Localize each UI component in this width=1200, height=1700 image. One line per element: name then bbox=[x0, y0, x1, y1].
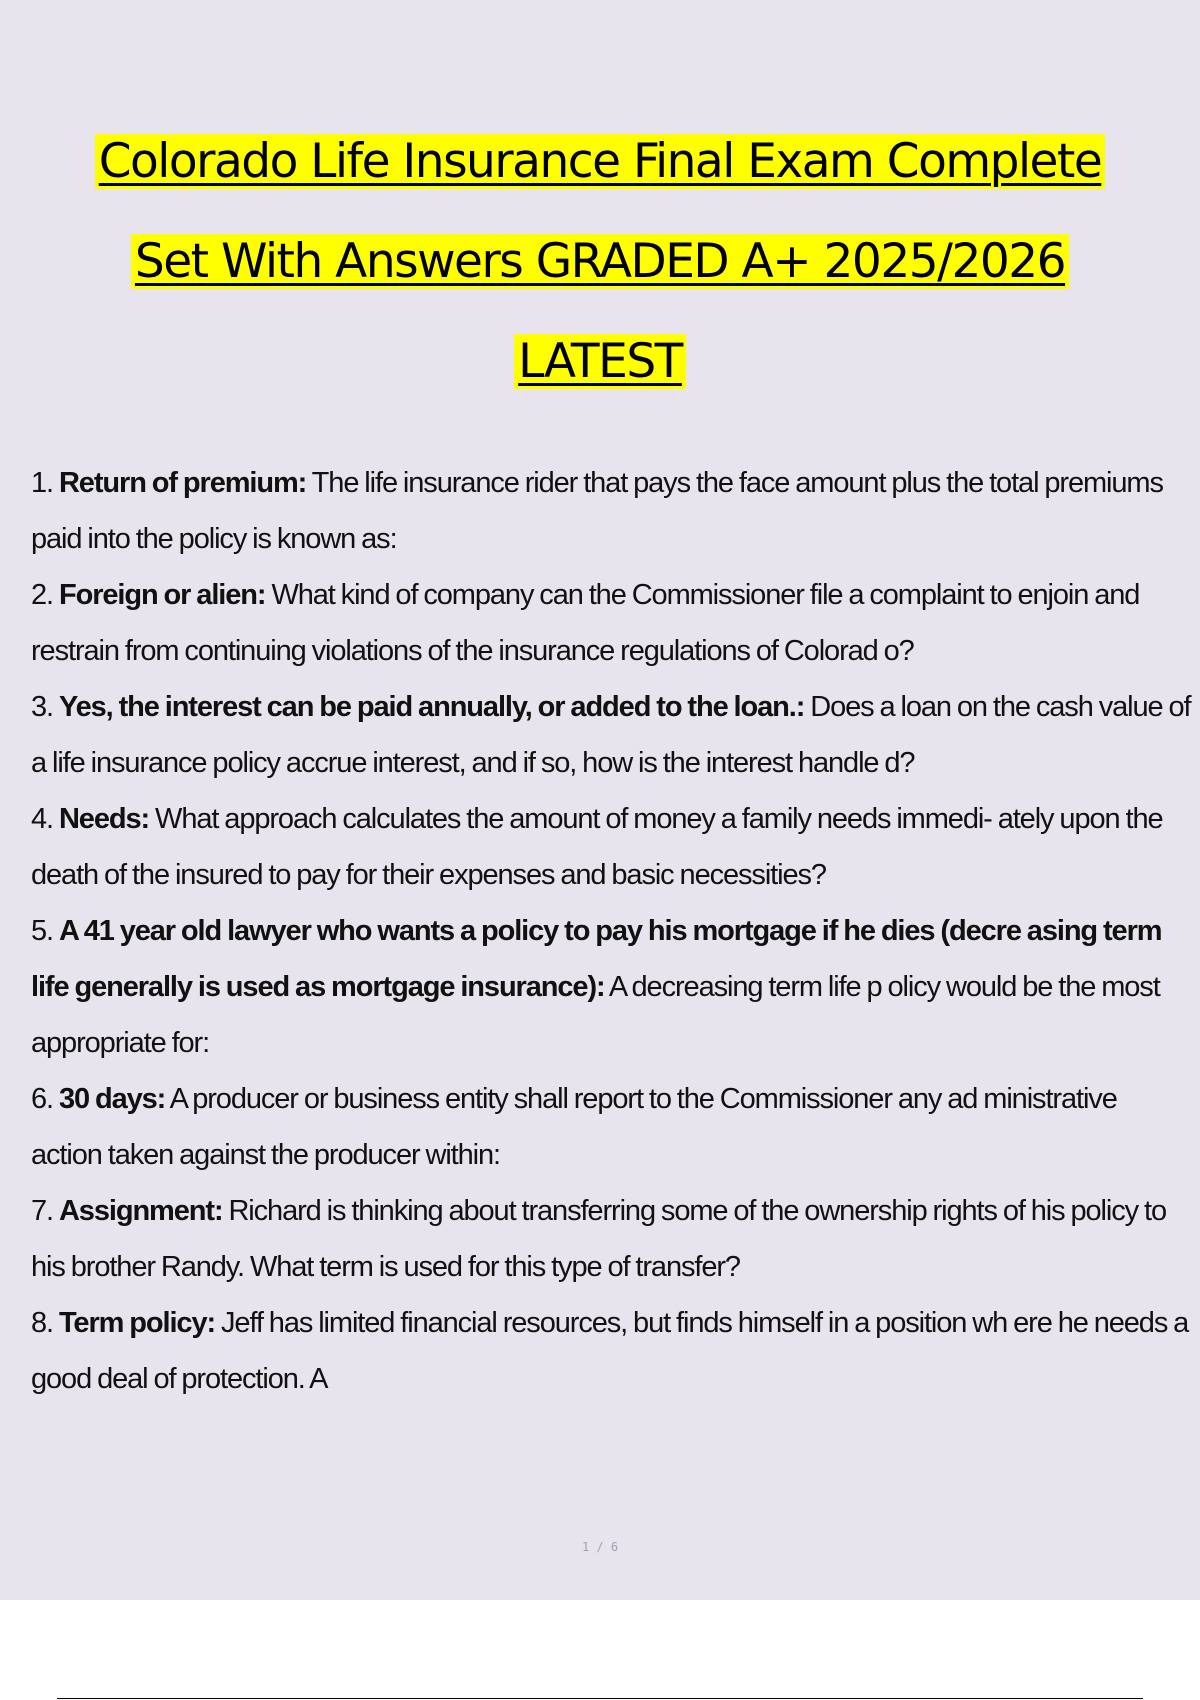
qa-question: What approach calculates the amount of money a family needs immedi- ately upon the death of the insured to pay for their expenses and basic necessities? bbox=[31, 803, 1163, 891]
footer-divider bbox=[57, 1698, 1143, 1699]
qa-answer: Return of premium: bbox=[58, 467, 307, 499]
qa-question: A decreasing term life p olicy would be the most appropriate for: bbox=[31, 971, 1160, 1059]
qa-number: 4. bbox=[31, 803, 53, 835]
qa-item bbox=[31, 1071, 1191, 1183]
qa-item bbox=[31, 791, 1191, 903]
qa-question: Jeff has limited financial resources, but finds himself in a position wh ere he needs a good deal of protection. A bbox=[31, 1307, 1189, 1395]
qa-answer: Yes, the interest can be paid annually, or added to the loan.: bbox=[58, 691, 805, 723]
qa-answer: Term policy: bbox=[58, 1307, 216, 1339]
qa-item bbox=[31, 679, 1191, 791]
qa-question: A producer or business entity shall report to the Commissioner any ad ministrative action taken against the producer within: bbox=[31, 1083, 1117, 1171]
qa-question: What kind of company can the Commissioner file a complaint to enjoin and restrain from continuing violations of the insurance regulations of Colorad o? bbox=[31, 579, 1140, 667]
qa-number: 3. bbox=[31, 691, 53, 723]
title-line-3 bbox=[0, 312, 1200, 412]
title-line-1-text: Colorado Life Insurance Final Exam Complete bbox=[95, 134, 1106, 189]
qa-answer: Assignment: bbox=[58, 1195, 223, 1227]
qa-number: 6. bbox=[31, 1083, 53, 1115]
qa-number: 7. bbox=[31, 1195, 53, 1227]
page-number: 1 / 6 bbox=[581, 1540, 619, 1554]
title-line-1 bbox=[0, 112, 1200, 212]
qa-question: The life insurance rider that pays the face amount plus the total premiums paid into the policy is known as: bbox=[31, 467, 1163, 555]
qa-item bbox=[31, 455, 1191, 567]
qa-number: 5. bbox=[31, 915, 53, 947]
qa-answer: Needs: bbox=[58, 803, 150, 835]
qa-number: 2. bbox=[31, 579, 53, 611]
title-line-2 bbox=[0, 212, 1200, 312]
qa-number: 1. bbox=[31, 467, 53, 499]
title-line-3-text: LATEST bbox=[514, 334, 686, 389]
qa-item bbox=[31, 1183, 1191, 1295]
qa-item bbox=[31, 1295, 1191, 1407]
qa-answer: A 41 year old lawyer who wants a policy to pay his mortgage if he dies (decre asing term life generally is used as mortgage insurance): bbox=[31, 915, 1162, 1003]
qa-item bbox=[31, 903, 1191, 1071]
qa-question: Richard is thinking about transferring some of the ownership rights of his policy to his brother Randy. What term is used for this type of transfer? bbox=[31, 1195, 1166, 1283]
qa-item bbox=[31, 567, 1191, 679]
qa-answer: 30 days: bbox=[58, 1083, 166, 1115]
qa-number: 8. bbox=[31, 1307, 53, 1339]
qa-question: Does a loan on the cash value of a life insurance policy accrue interest, and if so, how is the interest handle d? bbox=[31, 691, 1191, 779]
question-answer-list bbox=[31, 455, 1191, 1407]
document-title bbox=[0, 112, 1200, 412]
title-line-2-text: Set With Answers GRADED A+ 2025/2026 bbox=[131, 234, 1069, 289]
qa-answer: Foreign or alien: bbox=[58, 579, 266, 611]
